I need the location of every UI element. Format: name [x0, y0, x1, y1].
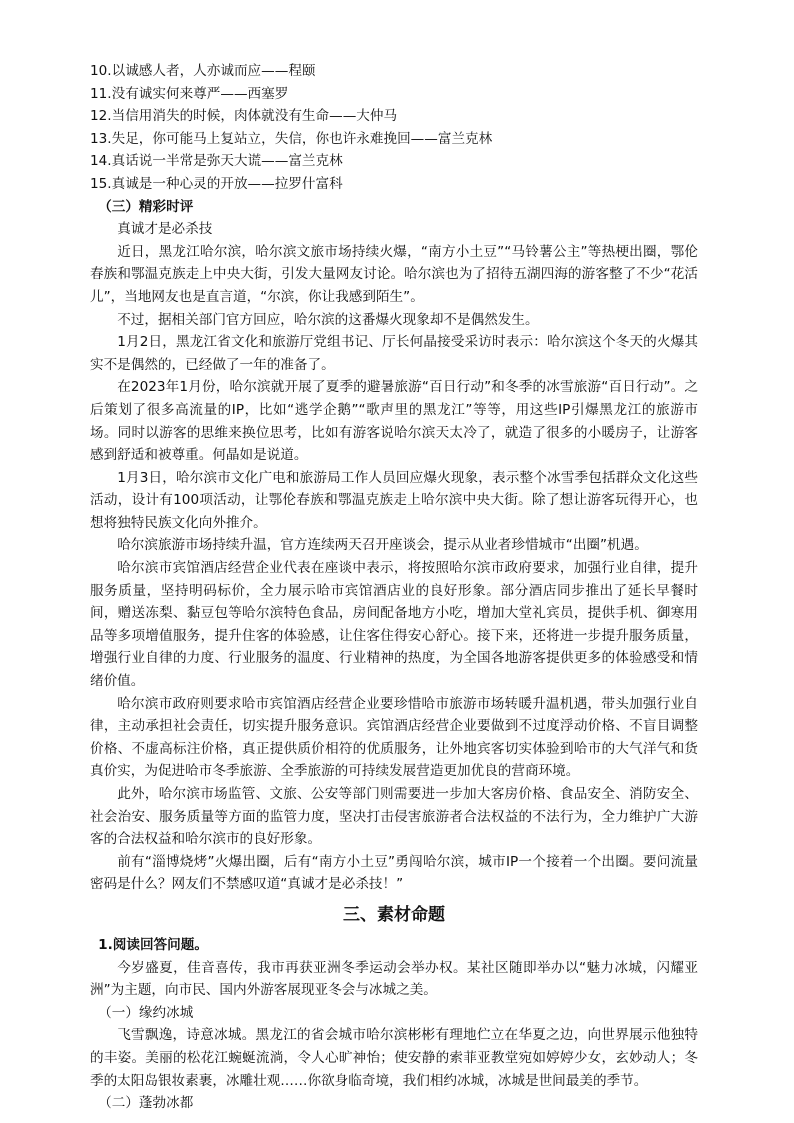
- article-paragraph: 哈尔滨市政府则要求哈市宾馆酒店经营企业要珍惜哈市旅游市场转暖升温机遇，带头加强行业自律，主动承担社会责任，切实提升服务意识。宾馆酒店经营企业要做到不过度浮动价格、不盲目调整价格、不虚高标注价格，真正提供质价相符的优质服务，让外地宾客切实体验到哈市的大气洋气和货真价实，为促进哈市冬季旅游、全季旅游的可持续发展营造更加优良的营商环境。: [90, 695, 698, 780]
- quote-line: 13.失足，你可能马上复站立，失信，你也许永难挽回——富兰克林: [90, 130, 493, 147]
- article-paragraph: 此外，哈尔滨市场监管、文旅、公安等部门则需要进一步加大客房价格、食品安全、消防安全、社会治安、服务质量等方面的监管力度，坚决打击侵害旅游者合法权益的不法行为，全力维护广大游客的合法权益和哈尔滨市的良好形象。: [90, 786, 698, 848]
- quote-line: 14.真话说一半常是弥天大谎——富兰克林: [90, 153, 343, 170]
- section-heading: 三、素材命题: [343, 904, 445, 925]
- article-paragraph: 哈尔滨市宾馆酒店经营企业代表在座谈中表示，将按照哈尔滨市政府要求，加强行业自律，提升服务质量，坚持明码标价，全力展示哈市宾馆酒店业的良好形象。部分酒店同步推出了延长早餐时间，赠送冻梨、黏豆包等哈尔滨特色食品，房间配备地方小吃，增加大堂礼宾员，提供手机、御寒用品等多项增值服务，提升住客的体验感，让住客住得安心舒心。接下来，还将进一步提升服务质量，增强行业自律的力度、行业服务的温度、行业精神的热度，为全国各地游客提供更多的体验感受和情绪价值。: [90, 560, 698, 690]
- quote-line: 15.真诚是一种心灵的开放——拉罗什富科: [90, 175, 343, 192]
- section-commentary-heading: （三）精彩时评: [98, 198, 194, 215]
- article-paragraph: 1月3日，哈尔滨市文化广电和旅游局工作人员回应爆火现象，表示整个冰雪季包括群众文化这些活动，设计有100项活动，让鄂伦春族和鄂温克族走上哈尔滨中央大街。除了想让游客玩得开心，也想将独特民族文化向外推介。: [90, 469, 698, 531]
- part-title: （二）蓬勃冰都: [98, 1095, 194, 1112]
- part-text: 飞雪飘逸，诗意冰城。黑龙江的省会城市哈尔滨彬彬有理地伫立在华夏之边，向世界展示他独特的丰姿。美丽的松花江蜿蜒流淌，令人心旷神怡；使安静的索菲亚教堂宛如婷婷少女，玄妙动人；冬季的太阳岛银妆素裹，冰雕壮观……你欲身临奇境，我们相约冰城，冰城是世间最美的季节。: [90, 1027, 698, 1089]
- article-paragraph: 前有“淄博烧烤”火爆出圈，后有“南方小土豆”勇闯哈尔滨，城市IP一个接着一个出圈。要问流量密码是什么？网友们不禁感叹道“真诚才是必杀技！”: [90, 853, 698, 893]
- question-intro: 今岁盛夏，佳音喜传，我市再获亚洲冬季运动会举办权。某社区随即举办以“魅力冰城，闪耀亚洲”为主题，向市民、国内外游客展现亚冬会与冰城之美。: [90, 959, 698, 999]
- article-paragraph: 近日，黑龙江哈尔滨，哈尔滨文旅市场持续火爆，“南方小土豆”“马铃薯公主”等热梗出圈，鄂伦春族和鄂温克族走上中央大街，引发大量网友讨论。哈尔滨也为了招待五湖四海的游客整了不少“花活儿”，当地网友也是直言道，“尔滨，你让我感到陌生”。: [90, 243, 698, 305]
- article-paragraph: 不过，据相关部门官方回应，哈尔滨的这番爆火现象却不是偶然发生。: [117, 311, 539, 328]
- quote-line: 12.当信用消失的时候，肉体就没有生命——大仲马: [90, 108, 398, 125]
- quote-line: 10.以诚感人者，人亦诚而应——程颐: [90, 63, 316, 79]
- article-paragraph: 在2023年1月份，哈尔滨就开展了夏季的避暑旅游“百日行动”和冬季的冰雪旅游“百日行动”。之后策划了很多高流量的IP，比如“逃学企鹅”“歌声里的黑龙江”等等，用这些IP引爆黑龙江的旅游市场。同时以游客的思维来换位思考，比如有游客说哈尔滨天太冷了，就造了很多的小暖房子，让游客感到舒适和被尊重。何晶如是说道。: [90, 379, 698, 464]
- question-title: 1.阅读回答问题。: [98, 936, 208, 953]
- part-title: （一）缘约冰城: [98, 1004, 194, 1021]
- article-paragraph: 1月2日，黑龙江省文化和旅游厅党组书记、厅长何晶接受采访时表示：哈尔滨这个冬天的火爆其实不是偶然的，已经做了一年的准备了。: [90, 334, 698, 373]
- document-page: [90, 60, 698, 1115]
- article-paragraph: 哈尔滨旅游市场持续升温，官方连续两天召开座谈会，提示从业者珍惜城市“出圈”机遇。: [117, 537, 648, 554]
- quote-line: 11.没有诚实何来尊严——西塞罗: [90, 85, 289, 102]
- article-title: 真诚才是必杀技: [117, 221, 213, 238]
